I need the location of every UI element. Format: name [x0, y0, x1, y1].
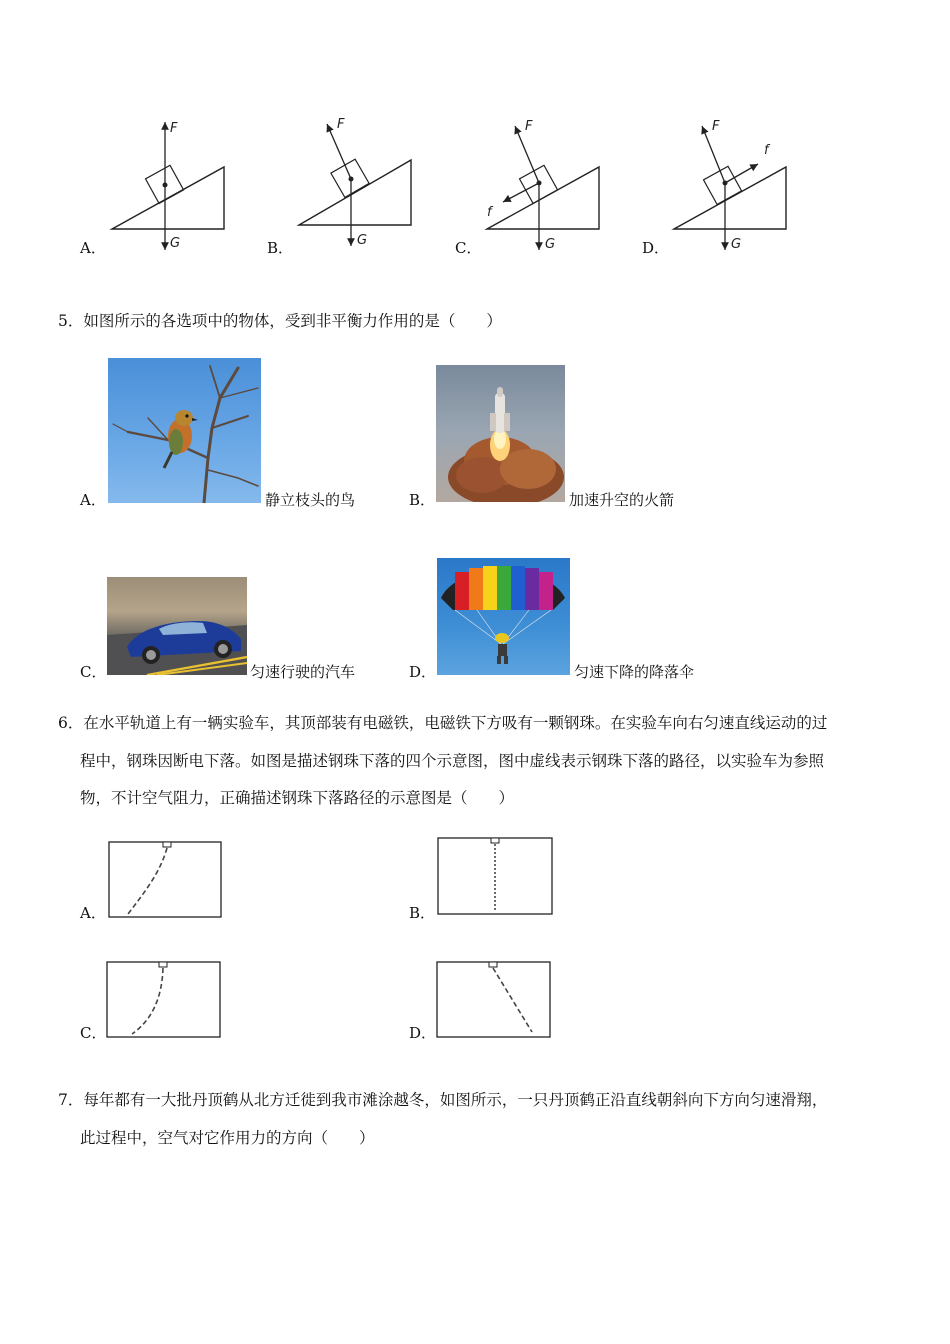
friction-label: f [487, 205, 492, 220]
q6-option-c [78, 958, 238, 1043]
falling-path-diagram-d [436, 958, 553, 1040]
q6-option-d [407, 958, 567, 1043]
option-letter: A． [80, 904, 106, 922]
question-7-line-1 [58, 1090, 827, 1110]
option-letter: B． [409, 491, 436, 509]
q5-option-a [78, 357, 378, 507]
option-letter: A． [80, 239, 106, 257]
rocket-photo [436, 365, 565, 502]
option-caption: 匀速行驶的汽车 [250, 663, 356, 681]
falling-path-diagram-a [108, 838, 223, 920]
question-number: 6． [58, 714, 84, 732]
option-letter: B． [267, 239, 294, 257]
falling-path-diagram-b [437, 834, 554, 918]
option-caption: 匀速下降的降落伞 [574, 663, 695, 681]
friction-label: f [764, 143, 769, 158]
option-letter: A． [80, 491, 106, 509]
option-letter: D． [409, 1024, 437, 1042]
force-label-g: G [545, 237, 556, 252]
force-label-f: F [170, 121, 178, 136]
parachute-photo [437, 558, 570, 675]
force-label-g: G [731, 237, 742, 252]
q4-option-d [640, 112, 810, 262]
question-number: 7． [58, 1091, 84, 1109]
q4-option-c [453, 112, 623, 262]
option-letter: D． [642, 239, 670, 257]
question-5-stem [58, 311, 502, 331]
force-label-g: G [170, 236, 181, 251]
q4-option-b [265, 112, 435, 262]
question-6-line-3: 物，不计空气阻力，正确描述钢珠下落路径的示意图是（ ） [80, 789, 515, 807]
force-label-f: F [525, 119, 533, 134]
option-letter: B． [409, 904, 436, 922]
q5-option-d [407, 557, 737, 685]
question-text: 如图所示的各选项中的物体，受到非平衡力作用的是（ ） [83, 312, 502, 330]
question-text: 在水平轨道上有一辆实验车，其顶部装有电磁铁，电磁铁下方吸有一颗钢珠。在实验车向右匀速直线运动的过 [83, 714, 828, 732]
q6-option-b [407, 834, 567, 924]
option-letter: C． [80, 1024, 107, 1042]
q4-option-a [78, 112, 248, 262]
bird-photo [108, 358, 261, 503]
option-caption: 加速升空的火箭 [569, 491, 675, 509]
car-photo [107, 577, 247, 675]
option-letter: C． [80, 663, 107, 681]
force-label-f: F [712, 119, 720, 134]
question-number: 5． [58, 312, 84, 330]
falling-path-diagram-c [106, 958, 223, 1040]
q5-option-c [78, 575, 408, 685]
question-text: 每年都有一大批丹顶鹤从北方迁徙到我市滩涂越冬，如图所示，一只丹顶鹤正沿直线朝斜向下方向匀速滑翔， [83, 1091, 828, 1109]
option-caption: 静立枝头的鸟 [265, 491, 356, 509]
force-label-g: G [357, 233, 368, 248]
option-letter: D． [409, 663, 437, 681]
option-letter: C． [455, 239, 482, 257]
question-6-line-1 [58, 713, 827, 733]
q6-option-a [78, 838, 238, 923]
question-7-line-2: 此过程中，空气对它作用力的方向（ ） [80, 1129, 375, 1147]
force-label-f: F [337, 117, 345, 132]
question-6-line-2: 程中，钢珠因断电下落。如图是描述钢珠下落的四个示意图，图中虚线表示钢珠下落的路径，以实验车为参照 [80, 752, 825, 770]
q5-option-b [407, 357, 707, 507]
